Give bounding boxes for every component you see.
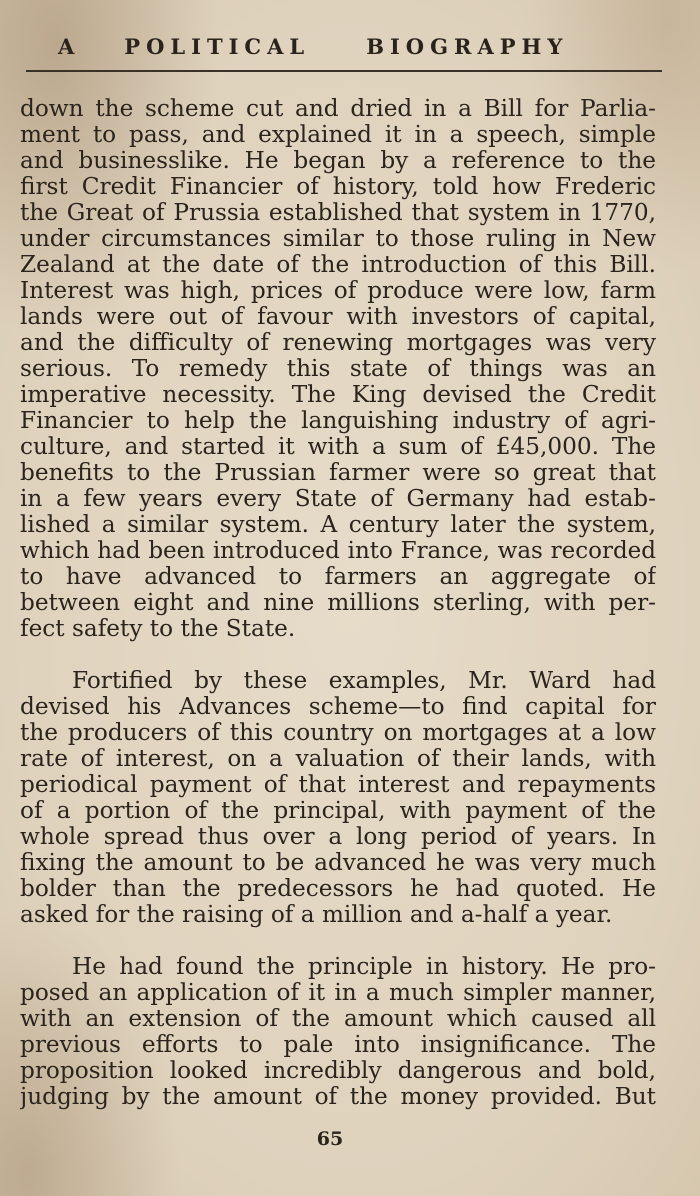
text-line: under circumstances similar to those ruling in New [20, 226, 656, 252]
text-line: which had been introduced into France, was recorded [20, 538, 656, 564]
running-head [58, 34, 658, 59]
text-line: proposition looked incredibly dangerous and bold, [20, 1058, 656, 1084]
text-line: Zealand at the date of the introduction of this Bill. [20, 252, 656, 278]
text-line: benefits to the Prussian farmer were so great that [20, 460, 656, 486]
text-line: previous efforts to pale into insignificance. The [20, 1032, 656, 1058]
header-rule [26, 70, 662, 72]
text-line: whole spread thus over a long period of years. In [20, 824, 656, 850]
paragraph [20, 96, 656, 642]
text-line: in a few years every State of Germany had estab- [20, 486, 656, 512]
text-line: of a portion of the principal, with payment of the [20, 798, 656, 824]
text-line: first Credit Financier of history, told how Frederic [20, 174, 656, 200]
text-line: the producers of this country on mortgages at a low [20, 720, 656, 746]
text-line: ment to pass, and explained it in a speech, simple [20, 122, 656, 148]
text-line: fixing the amount to be advanced he was very much [20, 850, 656, 876]
text-line: between eight and nine millions sterling, with per- [20, 590, 656, 616]
paragraph [20, 668, 656, 928]
running-head-word: POLITICAL [124, 34, 311, 59]
text-line: fect safety to the State. [20, 616, 296, 642]
text-line: culture, and started it with a sum of £45,000. The [20, 434, 656, 460]
running-head-word: BIOGRAPHY [366, 34, 569, 59]
text-line: and businesslike. He began by a reference to the [20, 148, 656, 174]
text-line: with an extension of the amount which caused all [20, 1006, 656, 1032]
text-line: periodical payment of that interest and repayments [20, 772, 656, 798]
text-line: lands were out of favour with investors of capital, [20, 304, 656, 330]
text-line: bolder than the predecessors he had quoted. He [20, 876, 656, 902]
text-line: down the scheme cut and dried in a Bill for Parlia- [20, 96, 656, 122]
text-line: lished a similar system. A century later the system, [20, 512, 656, 538]
running-head-word: A [58, 34, 81, 59]
body-text [20, 96, 656, 1110]
paragraph [20, 954, 656, 1110]
text-line: posed an application of it in a much simpler manner, [20, 980, 656, 1006]
text-line: serious. To remedy this state of things was an [20, 356, 656, 382]
text-line: asked for the raising of a million and a-half a year. [20, 902, 613, 928]
text-line: imperative necessity. The King devised the Credit [20, 382, 656, 408]
text-line: Interest was high, prices of produce were low, farm [20, 278, 656, 304]
text-line: judging by the amount of the money provided. But [20, 1084, 656, 1110]
text-line: and the difficulty of renewing mortgages was very [20, 330, 656, 356]
text-line: rate of interest, on a valuation of their lands, with [20, 746, 656, 772]
text-line: to have advanced to farmers an aggregate of [20, 564, 656, 590]
text-line: devised his Advances scheme—to find capital for [20, 694, 656, 720]
page-number: 65 [316, 1128, 344, 1150]
text-line: the Great of Prussia established that system in 1770, [20, 200, 656, 226]
text-line: Financier to help the languishing industry of agri- [20, 408, 656, 434]
text-line: He had found the principle in history. He pro- [72, 954, 656, 980]
text-line: Fortified by these examples, Mr. Ward had [72, 668, 656, 694]
